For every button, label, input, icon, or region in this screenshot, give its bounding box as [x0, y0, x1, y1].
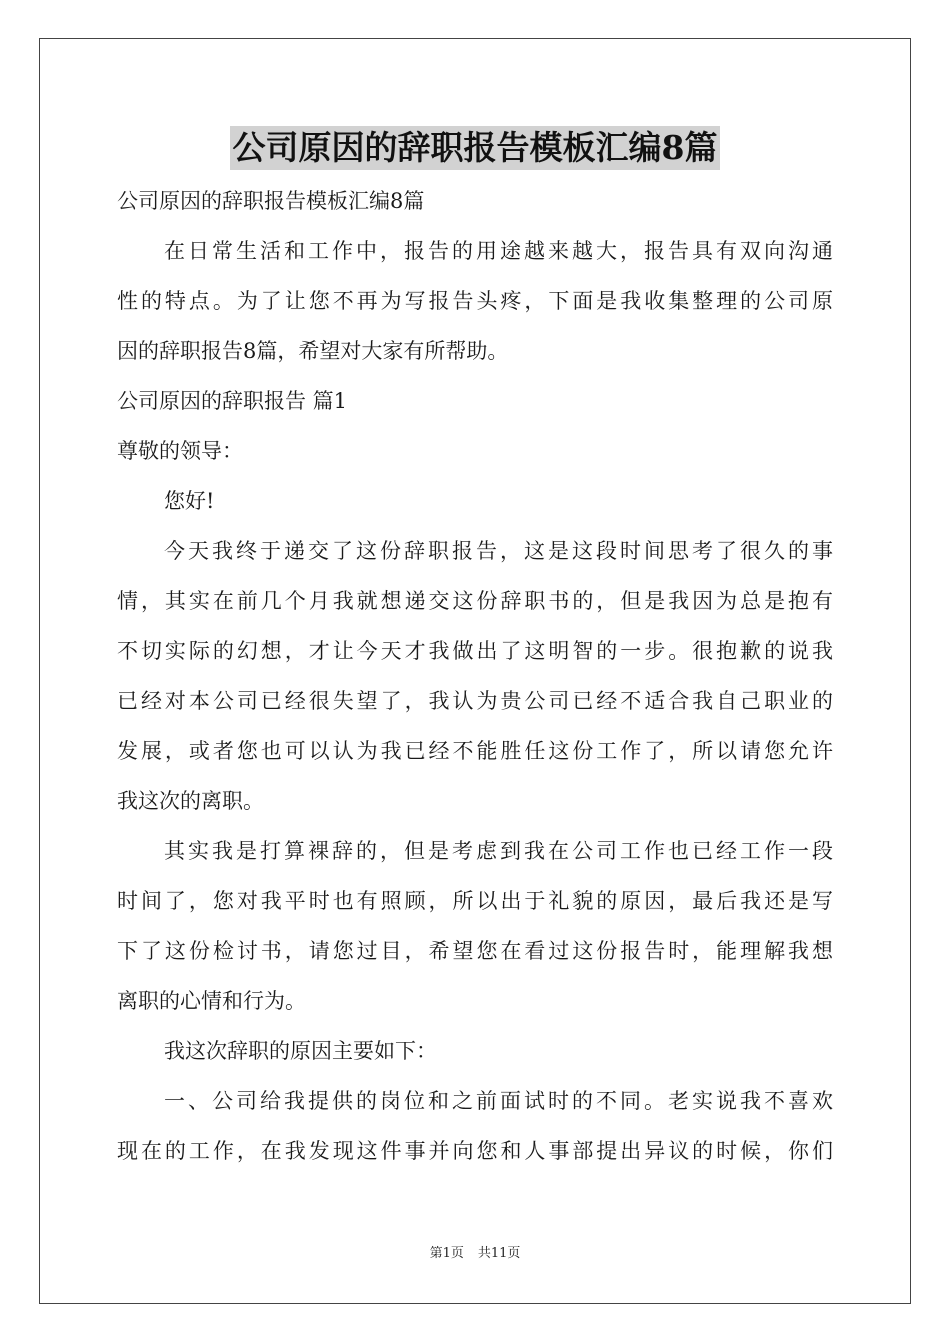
body-line: 下了这份检讨书，请您过目，希望您在看过这份报告时，能理解我想: [117, 939, 833, 963]
page-total: 共11页: [477, 1246, 521, 1261]
body-line: 不切实际的幻想，才让今天才我做出了这明智的一步。很抱歉的说我: [117, 639, 833, 663]
body-line: 离职的心情和行为。: [117, 989, 306, 1013]
body-line: 因的辞职报告8篇，希望对大家有所帮助。: [117, 339, 509, 363]
body-line: 您好!: [164, 489, 215, 513]
body-line: 性的特点。为了让您不再为写报告头疼，下面是我收集整理的公司原: [117, 289, 833, 313]
document-body: [117, 176, 833, 1176]
body-line: 我这次的离职。: [117, 789, 264, 813]
page-footer: [0, 1244, 950, 1264]
body-line: 公司原因的辞职报告 篇1: [117, 389, 348, 413]
body-line: 其实我是打算裸辞的，但是考虑到我在公司工作也已经工作一段: [164, 839, 833, 863]
body-line: 尊敬的领导：: [117, 439, 243, 463]
body-line: 一、公司给我提供的岗位和之前面试时的不同。老实说我不喜欢: [164, 1089, 833, 1113]
body-line: 时间了，您对我平时也有照顾，所以出于礼貌的原因，最后我还是写: [117, 889, 833, 913]
body-line: 现在的工作，在我发现这件事并向您和人事部提出异议的时候，你们: [117, 1139, 833, 1163]
document-title: 公司原因的辞职报告模板汇编8篇: [230, 126, 721, 170]
body-line: 我这次辞职的原因主要如下：: [164, 1039, 437, 1063]
body-line: 情，其实在前几个月我就想递交这份辞职书的，但是我因为总是抱有: [117, 589, 833, 613]
body-line: 公司原因的辞职报告模板汇编8篇: [117, 189, 425, 213]
body-line: 在日常生活和工作中，报告的用途越来越大，报告具有双向沟通: [164, 239, 833, 263]
body-line: 发展，或者您也可以认为我已经不能胜任这份工作了，所以请您允许: [117, 739, 833, 763]
body-line: 今天我终于递交了这份辞职报告，这是这段时间思考了很久的事: [164, 539, 833, 563]
page-number: 第1页: [429, 1246, 464, 1261]
title-container: [0, 126, 950, 170]
body-line: 已经对本公司已经很失望了，我认为贵公司已经不适合我自己职业的: [117, 689, 833, 713]
